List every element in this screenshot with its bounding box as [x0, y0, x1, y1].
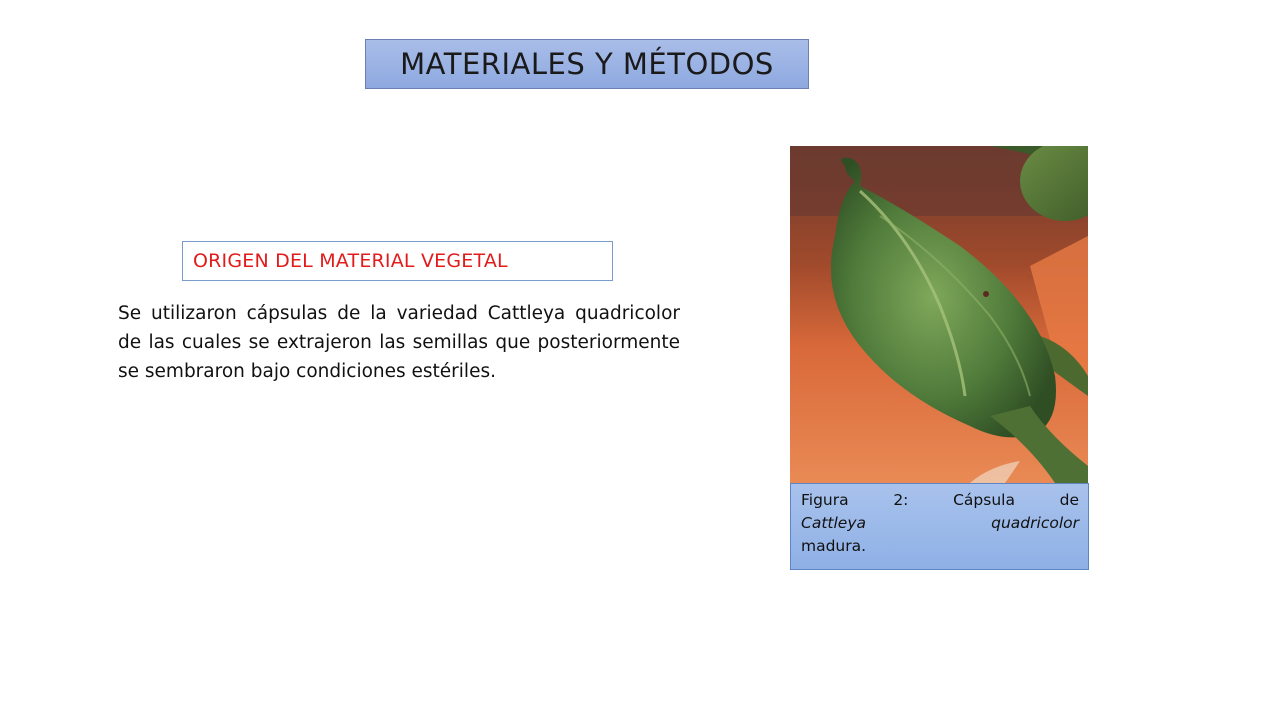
caption-word-figura: Figura	[801, 491, 849, 509]
caption-word-de: de	[1059, 491, 1079, 509]
body-paragraph: Se utilizaron cápsulas de la variedad Cattleya quadricolor de las cuales se extrajeron las semillas que posteriormente se sembraron bajo condiciones estériles.	[118, 303, 680, 382]
capsule-photo	[790, 146, 1088, 483]
slide-title: MATERIALES Y MÉTODOS	[400, 47, 774, 81]
caption-line-1	[801, 489, 1079, 512]
section-heading: ORIGEN DEL MATERIAL VEGETAL	[193, 250, 508, 272]
figure-caption	[790, 483, 1089, 570]
caption-line-2	[801, 512, 1079, 535]
caption-species: quadricolor	[991, 514, 1079, 532]
caption-line-3: madura.	[801, 537, 867, 555]
slide-title-box	[365, 39, 809, 89]
section-heading-box	[182, 241, 613, 281]
caption-word-capsula: Cápsula	[953, 491, 1015, 509]
caption-genus: Cattleya	[801, 514, 866, 532]
caption-word-number: 2:	[893, 491, 909, 509]
